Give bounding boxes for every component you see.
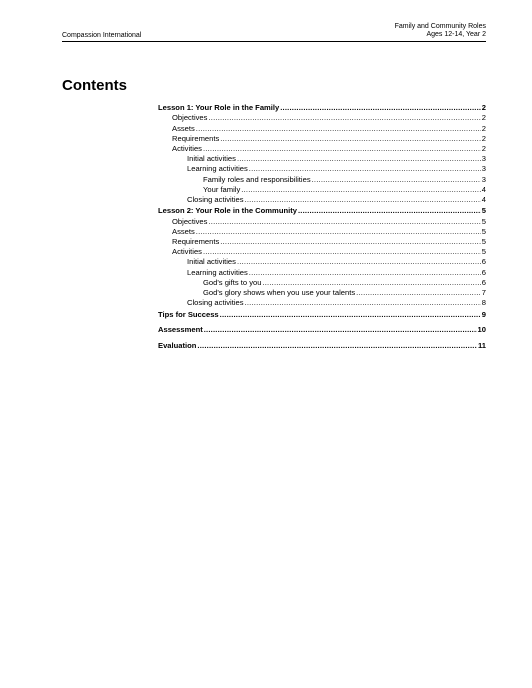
toc-entry-link[interactable]	[158, 185, 486, 195]
toc-page-number: 6	[481, 267, 486, 277]
toc-entry-link[interactable]	[158, 113, 486, 123]
toc-entry-label: Requirements	[172, 133, 220, 143]
toc-entry-label: God's gifts to you	[203, 277, 262, 287]
toc-dot-leader	[237, 154, 481, 164]
toc-entry-link[interactable]	[158, 227, 486, 237]
header-divider	[62, 41, 486, 42]
toc-entry-label: Closing activities	[187, 298, 244, 308]
toc-dot-leader	[262, 278, 480, 288]
toc-section-link[interactable]	[158, 341, 486, 351]
toc-dot-leader	[196, 227, 481, 237]
toc-dot-leader	[356, 288, 481, 298]
toc-section-link[interactable]	[158, 310, 486, 320]
toc-page-number: 2	[481, 103, 486, 113]
toc-entry-label: Tips for Success	[158, 309, 219, 319]
toc-page-number: 5	[481, 247, 486, 257]
table-of-contents	[158, 102, 486, 351]
toc-page-number: 5	[481, 237, 486, 247]
toc-entry-label: Lesson 2: Your Role in the Community	[158, 206, 297, 216]
toc-dot-leader	[249, 164, 481, 174]
toc-entry-label: Assets	[172, 226, 195, 236]
toc-page-number: 3	[481, 174, 486, 184]
toc-dot-leader	[298, 206, 481, 216]
toc-section-link[interactable]	[158, 325, 486, 335]
toc-entry-link[interactable]	[158, 237, 486, 247]
toc-entry-label: Requirements	[172, 237, 220, 247]
toc-dot-leader	[203, 247, 481, 257]
header-organization: Compassion International	[62, 32, 142, 39]
header-audience: Ages 12-14, Year 2	[426, 31, 486, 38]
toc-entry-link[interactable]	[158, 298, 486, 308]
toc-entry-label: Assessment	[158, 325, 203, 335]
toc-dot-leader	[237, 257, 481, 267]
toc-section-link[interactable]	[158, 103, 486, 113]
toc-page-number: 6	[481, 257, 486, 267]
toc-page-number: 4	[481, 195, 486, 205]
toc-entry-label: Assets	[172, 123, 195, 133]
toc-entry-label: Initial activities	[187, 154, 236, 164]
toc-entry-link[interactable]	[158, 268, 486, 278]
toc-entry-link[interactable]	[158, 195, 486, 205]
toc-page-number: 2	[481, 133, 486, 143]
toc-page-number: 3	[481, 164, 486, 174]
toc-dot-leader	[208, 217, 480, 227]
toc-entry-label: Closing activities	[187, 195, 244, 205]
toc-entry-link[interactable]	[158, 154, 486, 164]
toc-dot-leader	[245, 298, 481, 308]
toc-entry-label: Objectives	[172, 113, 208, 123]
toc-dot-leader	[197, 341, 477, 351]
toc-entry-label: God's glory shows when you use your talents	[203, 288, 356, 298]
toc-page-number: 5	[481, 226, 486, 236]
toc-page-number: 5	[481, 216, 486, 226]
toc-page-number: 5	[481, 206, 486, 216]
toc-dot-leader	[220, 134, 480, 144]
toc-entry-link[interactable]	[158, 278, 486, 288]
toc-dot-leader	[203, 144, 481, 154]
toc-dot-leader	[220, 237, 480, 247]
toc-entry-link[interactable]	[158, 134, 486, 144]
toc-entry-link[interactable]	[158, 124, 486, 134]
toc-dot-leader	[241, 185, 480, 195]
toc-dot-leader	[245, 195, 481, 205]
toc-entry-link[interactable]	[158, 164, 486, 174]
toc-entry-label: Initial activities	[187, 257, 236, 267]
page-title: Contents	[62, 77, 127, 94]
toc-entry-label: Objectives	[172, 216, 208, 226]
toc-page-number: 8	[481, 298, 486, 308]
toc-page-number: 10	[477, 325, 486, 335]
toc-page-number: 7	[481, 288, 486, 298]
toc-entry-label: Learning activities	[187, 267, 248, 277]
toc-entry-label: Learning activities	[187, 164, 248, 174]
toc-page-number: 2	[481, 123, 486, 133]
toc-dot-leader	[249, 268, 481, 278]
toc-entry-label: Lesson 1: Your Role in the Family	[158, 103, 280, 113]
header-doc-title: Family and Community Roles	[394, 23, 486, 30]
toc-entry-link[interactable]	[158, 144, 486, 154]
toc-entry-label: Your family	[203, 184, 241, 194]
toc-page-number: 6	[481, 277, 486, 287]
toc-entry-label: Family roles and responsibilities	[203, 174, 311, 184]
toc-dot-leader	[220, 310, 481, 320]
toc-entry-link[interactable]	[158, 257, 486, 267]
toc-page-number: 4	[481, 184, 486, 194]
toc-page-number: 2	[481, 144, 486, 153]
toc-page-number: 2	[481, 113, 486, 123]
toc-entry-link[interactable]	[158, 247, 486, 257]
toc-section-link[interactable]	[158, 206, 486, 216]
toc-dot-leader	[312, 175, 481, 185]
toc-page-number: 11	[477, 341, 486, 351]
toc-entry-link[interactable]	[158, 288, 486, 298]
toc-entry-label: Activities	[172, 247, 202, 257]
toc-dot-leader	[280, 103, 481, 113]
toc-entry-label: Evaluation	[158, 341, 197, 351]
toc-dot-leader	[196, 124, 481, 134]
toc-page-number: 9	[481, 309, 486, 319]
toc-entry-label: Activities	[172, 144, 202, 153]
toc-dot-leader	[208, 113, 480, 123]
toc-entry-link[interactable]	[158, 217, 486, 227]
header-doc-info	[395, 23, 486, 39]
toc-page-number: 3	[481, 154, 486, 164]
toc-entry-link[interactable]	[158, 175, 486, 185]
toc-dot-leader	[204, 325, 477, 335]
